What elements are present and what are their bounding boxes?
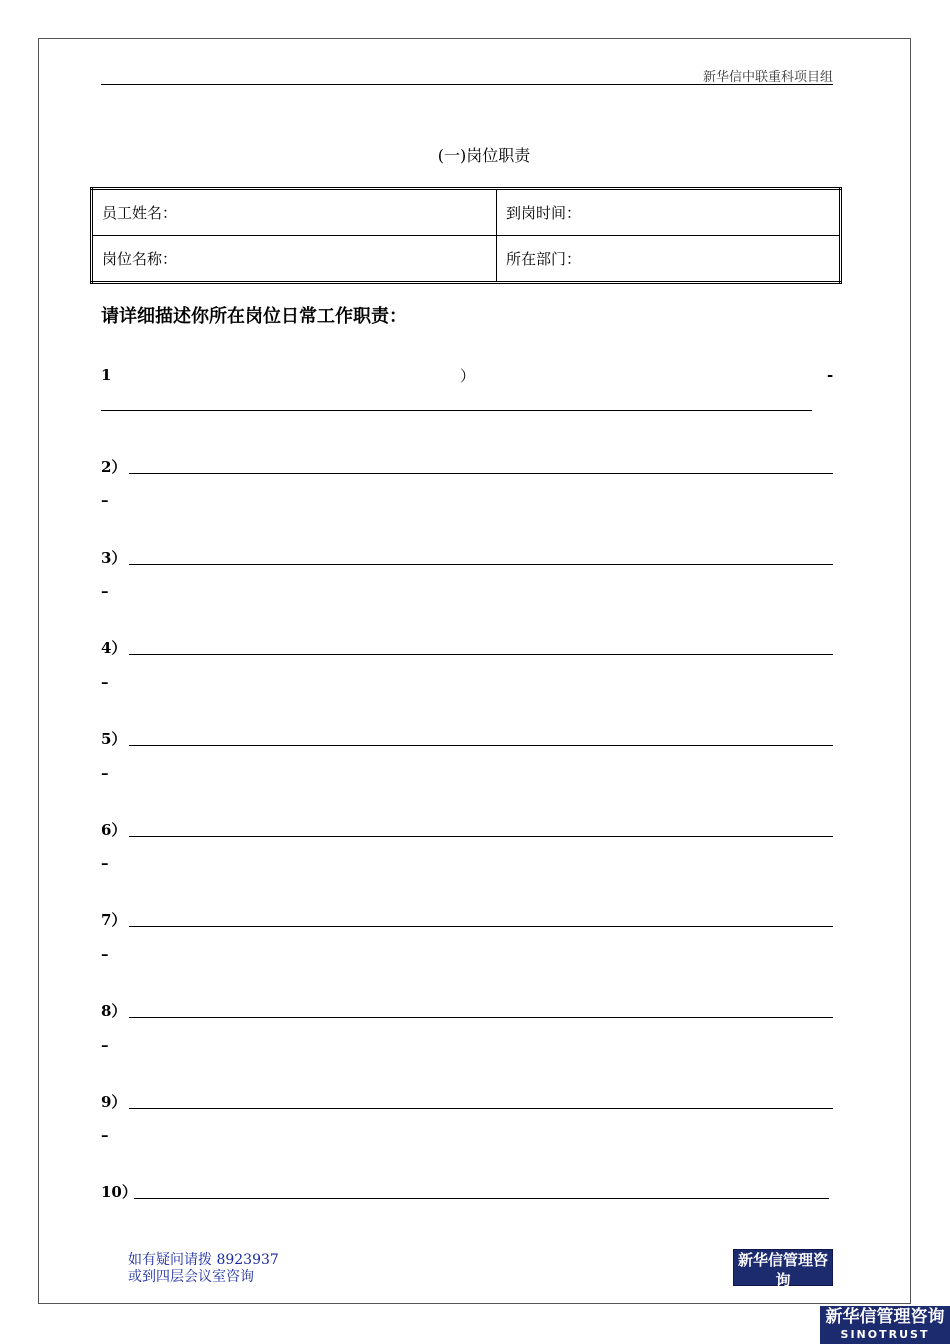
logo-english-text: SINOTRUST	[741, 1290, 825, 1301]
item-2-line[interactable]	[129, 473, 833, 474]
position-name-field[interactable]: 岗位名称：	[92, 236, 497, 283]
item-3-dash: –	[101, 582, 109, 600]
item-7-line[interactable]	[129, 926, 833, 927]
item-6-dash: –	[101, 854, 109, 872]
department-field[interactable]: 所在部门：	[497, 236, 841, 283]
item-8-dash: –	[101, 1036, 109, 1054]
item-5-dash: –	[101, 764, 109, 782]
section-title: (一)岗位职责	[437, 146, 531, 165]
item-4-line[interactable]	[129, 654, 833, 655]
employee-info-table	[90, 187, 842, 284]
item-9-dash: –	[101, 1126, 109, 1144]
item-9-number: 9）	[101, 1093, 127, 1111]
item-2-dash: –	[101, 491, 109, 509]
logo-corner-english-text: SINOTRUST	[840, 1328, 930, 1341]
item-7-dash: –	[101, 945, 109, 963]
item-3-line[interactable]	[129, 564, 833, 565]
header-project-name: 新华信中联重科项目组	[702, 70, 833, 85]
item-3-number: 3）	[101, 549, 127, 567]
item-4-dash: –	[101, 673, 109, 691]
item-1-dash: -	[827, 366, 834, 384]
item-6-line[interactable]	[129, 836, 833, 837]
logo-corner-chinese-text: 新华信管理咨询	[825, 1307, 945, 1327]
item-6-number: 6）	[101, 821, 127, 839]
item-8-line[interactable]	[129, 1017, 833, 1018]
item-5-line[interactable]	[129, 745, 833, 746]
item-1-paren: ）	[460, 367, 476, 385]
item-7-number: 7）	[101, 911, 127, 929]
item-2-number: 2）	[101, 458, 127, 476]
sinotrust-logo	[733, 1249, 833, 1301]
duties-prompt: 请详细描述你所在岗位日常工作职责：	[101, 306, 407, 327]
header-rule	[101, 84, 833, 85]
employee-name-field[interactable]: 员工姓名：	[92, 189, 497, 236]
item-9-line[interactable]	[129, 1108, 833, 1109]
item-8-number: 8）	[101, 1002, 127, 1020]
item-4-number: 4）	[101, 639, 127, 657]
item-1-number: 1	[101, 366, 112, 384]
item-10-number: 10）	[101, 1183, 137, 1201]
item-5-number: 5）	[101, 730, 127, 748]
footer-contact-location: 或到四层会议室咨询	[128, 1269, 254, 1285]
item-10-line[interactable]	[134, 1198, 829, 1199]
footer-contact	[128, 1252, 279, 1286]
logo-chinese-text: 新华信管理咨询	[737, 1251, 828, 1289]
start-date-field[interactable]: 到岗时间：	[497, 189, 841, 236]
item-1-line[interactable]	[101, 410, 812, 411]
footer-contact-phone: 如有疑问请拨 8923937	[128, 1252, 279, 1268]
sinotrust-logo-corner	[820, 1306, 950, 1344]
